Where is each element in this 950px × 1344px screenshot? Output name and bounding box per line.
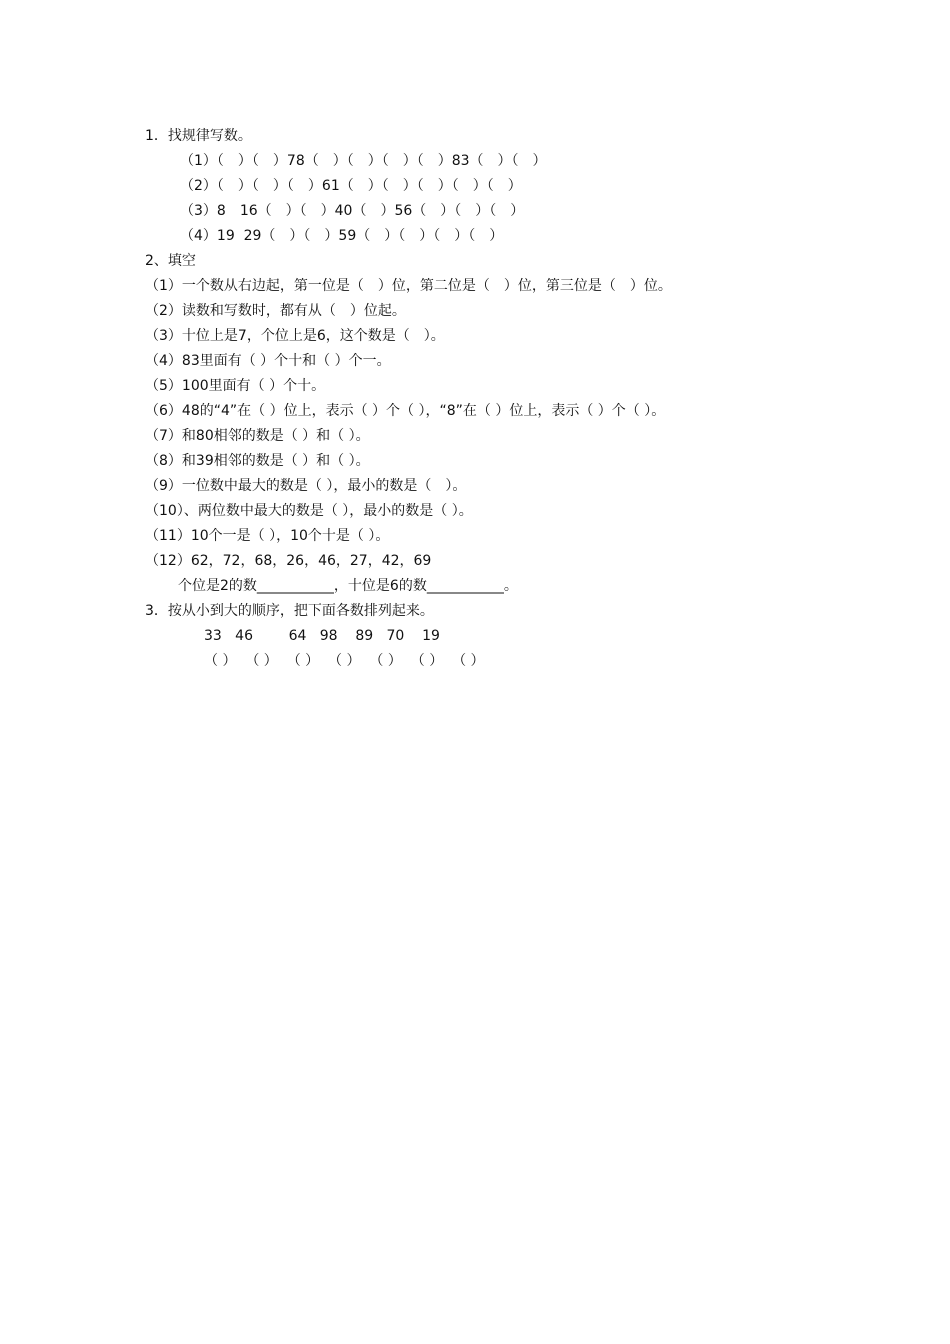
fill-item-1: （1）一个数从右边起，第一位是（ ）位，第二位是（ ）位，第三位是（ ）位。 — [145, 278, 672, 294]
numbers-to-sort: 33 46 64 98 89 70 19 — [204, 628, 440, 644]
fill-item-7: （7）和80相邻的数是（ ）和（ ）。 — [145, 428, 370, 444]
section1-heading: 1．找规律写数。 — [145, 128, 252, 144]
fill-item-4: （4）83里面有（ ）个十和（ ）个一。 — [145, 353, 391, 369]
fill-item-3: （3）十位上是7，个位上是6，这个数是（ ）。 — [145, 328, 445, 344]
fill-item-12-blanks: 个位是2的数___________，十位是6的数___________。 — [178, 578, 518, 594]
fill-item-11: （11）10个一是（ ），10个十是（ ）。 — [145, 528, 390, 544]
pattern-row-4: （4）19 29（ ）（ ）59（ ）（ ）（ ）（ ） — [180, 228, 504, 244]
pattern-row-3: （3）8 16（ ）（ ）40（ ）56（ ）（ ）（ ） — [180, 203, 525, 219]
fill-item-9: （9）一位数中最大的数是（ ），最小的数是（ ）。 — [145, 478, 467, 494]
fill-item-10: （10）、两位数中最大的数是（ ），最小的数是（ ）。 — [145, 503, 473, 519]
fill-item-5: （5）100里面有（ ）个十。 — [145, 378, 326, 394]
section2-heading: 2、填空 — [145, 253, 196, 269]
fill-item-12: （12）62，72，68，26，46，27，42，69 — [145, 553, 432, 569]
pattern-row-1: （1）（ ）（ ）78（ ）（ ）（ ）（ ）83（ ）（ ） — [180, 153, 547, 169]
sort-answer-blanks: （ ） （ ） （ ） （ ） （ ） （ ） （ ） — [204, 653, 485, 669]
section3-heading: 3．按从小到大的顺序，把下面各数排列起来。 — [145, 603, 434, 619]
fill-item-8: （8）和39相邻的数是（ ）和（ ）。 — [145, 453, 370, 469]
fill-item-2: （2）读数和写数时，都有从（ ）位起。 — [145, 303, 406, 319]
pattern-row-2: （2）（ ）（ ）（ ）61（ ）（ ）（ ）（ ）（ ） — [180, 178, 522, 194]
fill-item-6: （6）48的“4”在（ ）位上，表示（ ）个（ ），“8”在（ ）位上，表示（ ）个（ ）。 — [145, 403, 666, 419]
